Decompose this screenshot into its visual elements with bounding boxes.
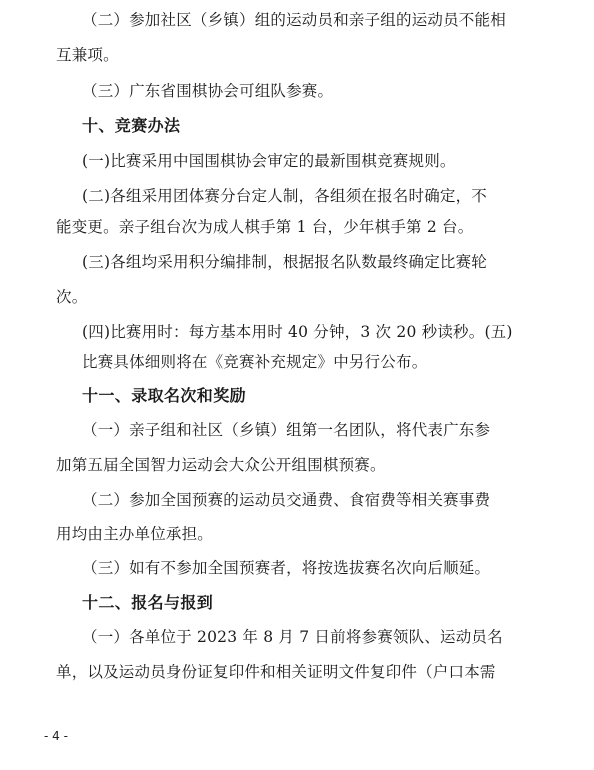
s10-item-3-line-2: 次。 — [56, 288, 88, 306]
para-3: （三）广东省围棋协会可组队参赛。 — [82, 82, 334, 100]
page-number: - 4 - — [44, 729, 68, 743]
s10-item-4-line-2: 比赛具体细则将在《竞赛补充规定》中另行公布。 — [82, 353, 428, 371]
s11-item-1-line-2: 加第五届全国智力运动会大众公开组围棋预赛。 — [56, 456, 386, 474]
s10-item-1: (一)比赛采用中国围棋协会审定的最新围棋竞赛规则。 — [82, 152, 456, 170]
s10-item-2-line-2: 能变更。亲子组台次为成人棋手第 1 台，少年棋手第 2 台。 — [56, 218, 474, 236]
s10-item-4-line-1: (四)比赛用时：每方基本用时 40 分钟，3 次 20 秒读秒。(五) — [82, 323, 513, 341]
s11-item-1-line-1: （一）亲子组和社区（乡镇）组第一名团队，将代表广东参 — [82, 421, 491, 439]
section-10-heading: 十、竞赛办法 — [82, 116, 181, 135]
para-2-line-1: （二）参加社区（乡镇）组的运动员和亲子组的运动员不能相 — [82, 11, 506, 29]
s12-item-1-line-2: 单，以及运动员身份证复印件和相关证明文件复印件（户口本需 — [56, 663, 496, 681]
s10-item-2-line-1: (二)各组采用团体赛分台定人制，各组须在报名时确定，不 — [82, 187, 487, 205]
para-2-line-2: 互兼项。 — [56, 46, 119, 64]
s11-item-3: （三）如有不参加全国预赛者，将按选拔赛名次向后顺延。 — [82, 559, 491, 577]
s11-item-2-line-1: （二）参加全国预赛的运动员交通费、食宿费等相关赛事费 — [82, 491, 491, 509]
s11-item-2-line-2: 用均由主办单位承担。 — [56, 525, 214, 543]
section-11-heading: 十一、录取名次和奖励 — [82, 386, 247, 405]
s10-item-3-line-1: (三)各组均采用积分编排制，根据报名队数最终确定比赛轮 — [82, 253, 487, 271]
section-12-heading: 十二、报名与报到 — [82, 593, 214, 612]
s12-item-1-line-1: （一）各单位于 2023 年 8 月 7 日前将参赛领队、运动员名 — [82, 628, 503, 646]
